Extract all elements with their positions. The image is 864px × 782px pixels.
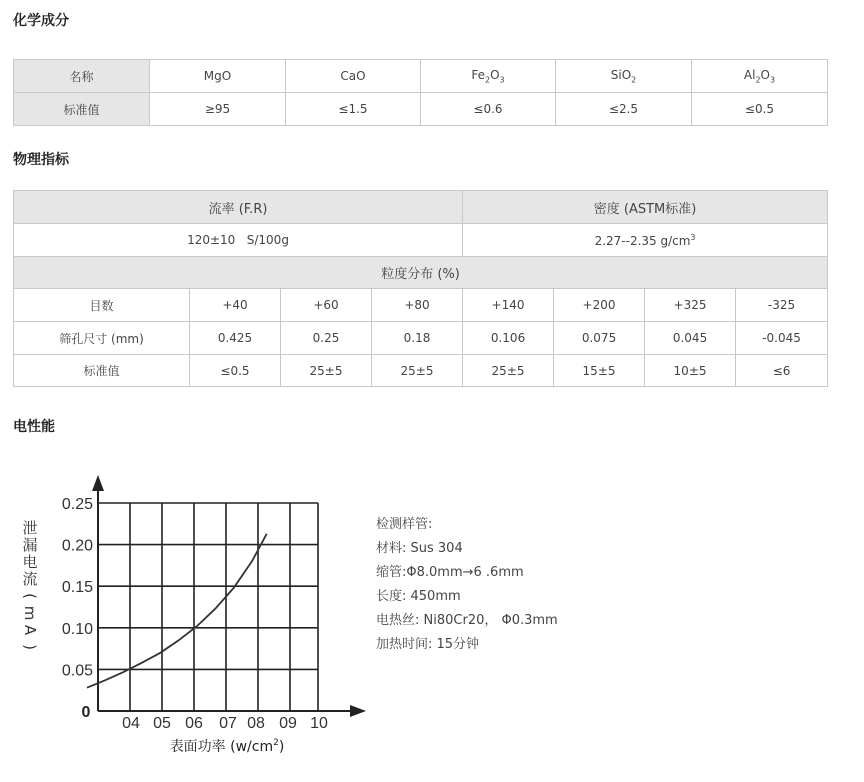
x-axis-label-close: ) <box>278 739 285 755</box>
y-axis-label <box>21 519 39 650</box>
chem-value-row <box>14 93 828 126</box>
mesh-cell: +40 <box>190 289 281 322</box>
fe-symbol: Fe <box>471 67 485 82</box>
mesh-cell: -325 <box>736 289 828 322</box>
size-cell: 0.106 <box>463 322 554 355</box>
phys-section-title: 物理指标 <box>13 152 69 168</box>
std-cell: 15±5 <box>554 355 645 387</box>
chem-header-mgo: MgO <box>150 60 286 93</box>
phys-header-row <box>14 191 828 224</box>
size-row <box>14 322 828 355</box>
y-tick-label: 0.20 <box>61 537 93 555</box>
chem-header-sio2 <box>556 60 692 93</box>
flow-rate-value: 120±10 S/100g <box>14 224 463 257</box>
test-sample-info <box>376 513 558 657</box>
info-line-heading: 检测样管: <box>376 517 433 532</box>
mesh-cell: +200 <box>554 289 645 322</box>
info-line-shrink: 缩管:Φ8.0mm→6 .6mm <box>376 565 524 580</box>
al-oxygen: O <box>760 67 770 82</box>
info-line-material: 材料: Sus 304 <box>376 541 463 556</box>
x-axis-label-superscript: 2 <box>273 738 279 748</box>
std-cell: 10±5 <box>645 355 736 387</box>
chem-value-sio2: ≤2.5 <box>556 93 692 126</box>
size-cell: -0.045 <box>736 322 828 355</box>
y-axis-label-char: 电 <box>22 553 38 571</box>
x-tick-label: 07 <box>219 715 237 732</box>
density-value: 2.27--2.35 g/cm <box>594 233 691 248</box>
std-cell: 25±5 <box>281 355 372 387</box>
fe-subscript: 2 <box>485 75 491 85</box>
fe-oxygen: O <box>490 67 500 82</box>
mesh-row <box>14 289 828 322</box>
y-axis-arrow <box>92 475 104 491</box>
std-cell: ≤0.5 <box>190 355 281 387</box>
phys-table <box>13 190 828 387</box>
chem-row-label: 标准值 <box>14 93 150 126</box>
size-row-label: 筛孔尺寸 (mm) <box>14 322 190 355</box>
std-cell: ≤6 <box>736 355 828 387</box>
size-cell: 0.045 <box>645 322 736 355</box>
y-tick-labels <box>62 496 93 679</box>
x-axis-label-text: 表面功率 (w/cm <box>169 739 274 755</box>
size-cell: 0.25 <box>281 322 372 355</box>
y-axis-label-char: 泄 <box>22 519 38 537</box>
y-axis-label-char: m <box>21 605 39 621</box>
chem-value-cao: ≤1.5 <box>286 93 421 126</box>
phys-value-row <box>14 224 828 257</box>
x-tick-label: 05 <box>153 715 171 732</box>
chem-value-mgo: ≥95 <box>150 93 286 126</box>
chart-grid <box>98 503 318 711</box>
y-tick-label: 0.15 <box>61 579 93 597</box>
al-subscript: 2 <box>755 75 761 85</box>
leakage-current-chart <box>0 455 380 775</box>
chem-value-fe2o3: ≤0.6 <box>421 93 556 126</box>
y-axis-label-char: 流 <box>22 570 38 588</box>
chem-value-al2o3: ≤0.5 <box>692 93 828 126</box>
x-tick-label: 08 <box>247 715 265 732</box>
elec-section-title: 电性能 <box>13 419 55 435</box>
chem-header-row <box>14 60 828 93</box>
chem-table <box>13 59 828 126</box>
chem-header-name: 名称 <box>14 60 150 93</box>
x-axis-arrow <box>350 705 366 717</box>
std-row <box>14 355 828 387</box>
chem-header-fe2o3 <box>421 60 556 93</box>
density-unit-superscript: 3 <box>690 232 696 242</box>
flow-rate-label: 流率 (F.R) <box>14 191 463 224</box>
mesh-row-label: 目数 <box>14 289 190 322</box>
chem-header-cao: CaO <box>286 60 421 93</box>
y-axis-label-char: ( <box>21 593 39 599</box>
density-label: 密度 (ASTM标准) <box>463 191 828 224</box>
si-subscript: 2 <box>631 75 637 85</box>
mesh-cell: +325 <box>645 289 736 322</box>
series-line-path <box>87 534 267 688</box>
y-tick-label: 0.10 <box>61 620 93 638</box>
dist-title-row <box>14 257 828 289</box>
info-line-heating-wire: 电热丝: Ni80Cr20， Φ0.3mm <box>376 613 558 628</box>
y-axis-label-char: A <box>21 624 39 636</box>
chem-header-al2o3 <box>692 60 828 93</box>
density-value-cell <box>463 224 828 257</box>
size-cell: 0.18 <box>372 322 463 355</box>
fe-o-subscript: 3 <box>499 75 505 85</box>
y-tick-label: 0.05 <box>61 662 93 680</box>
particle-distribution-title: 粒度分布 (%) <box>14 257 828 289</box>
series-line <box>87 534 267 688</box>
mesh-cell: +80 <box>372 289 463 322</box>
x-tick-labels <box>122 715 328 732</box>
x-tick-label: 04 <box>122 715 140 732</box>
info-line-heating-time: 加热时间: 15分钟 <box>376 637 480 652</box>
x-tick-label: 10 <box>310 715 328 732</box>
chem-section-title: 化学成分 <box>13 13 69 29</box>
x-tick-label: 06 <box>185 715 203 732</box>
x-tick-label: 09 <box>279 715 297 732</box>
y-axis-label-char: ) <box>21 644 39 650</box>
origin-label: 0 <box>81 704 91 721</box>
al-o-subscript: 3 <box>770 75 776 85</box>
mesh-cell: +60 <box>281 289 372 322</box>
x-axis-label <box>170 738 285 755</box>
al-symbol: Al <box>743 67 756 82</box>
size-cell: 0.075 <box>554 322 645 355</box>
size-cell: 0.425 <box>190 322 281 355</box>
y-axis-label-char: 漏 <box>22 536 38 554</box>
mesh-cell: +140 <box>463 289 554 322</box>
info-line-length: 长度: 450mm <box>376 589 461 604</box>
y-tick-label: 0.25 <box>61 496 93 513</box>
std-cell: 25±5 <box>372 355 463 387</box>
chart-axes <box>92 475 366 717</box>
std-row-label: 标准值 <box>14 355 190 387</box>
std-cell: 25±5 <box>463 355 554 387</box>
si-symbol: SiO <box>610 67 632 82</box>
